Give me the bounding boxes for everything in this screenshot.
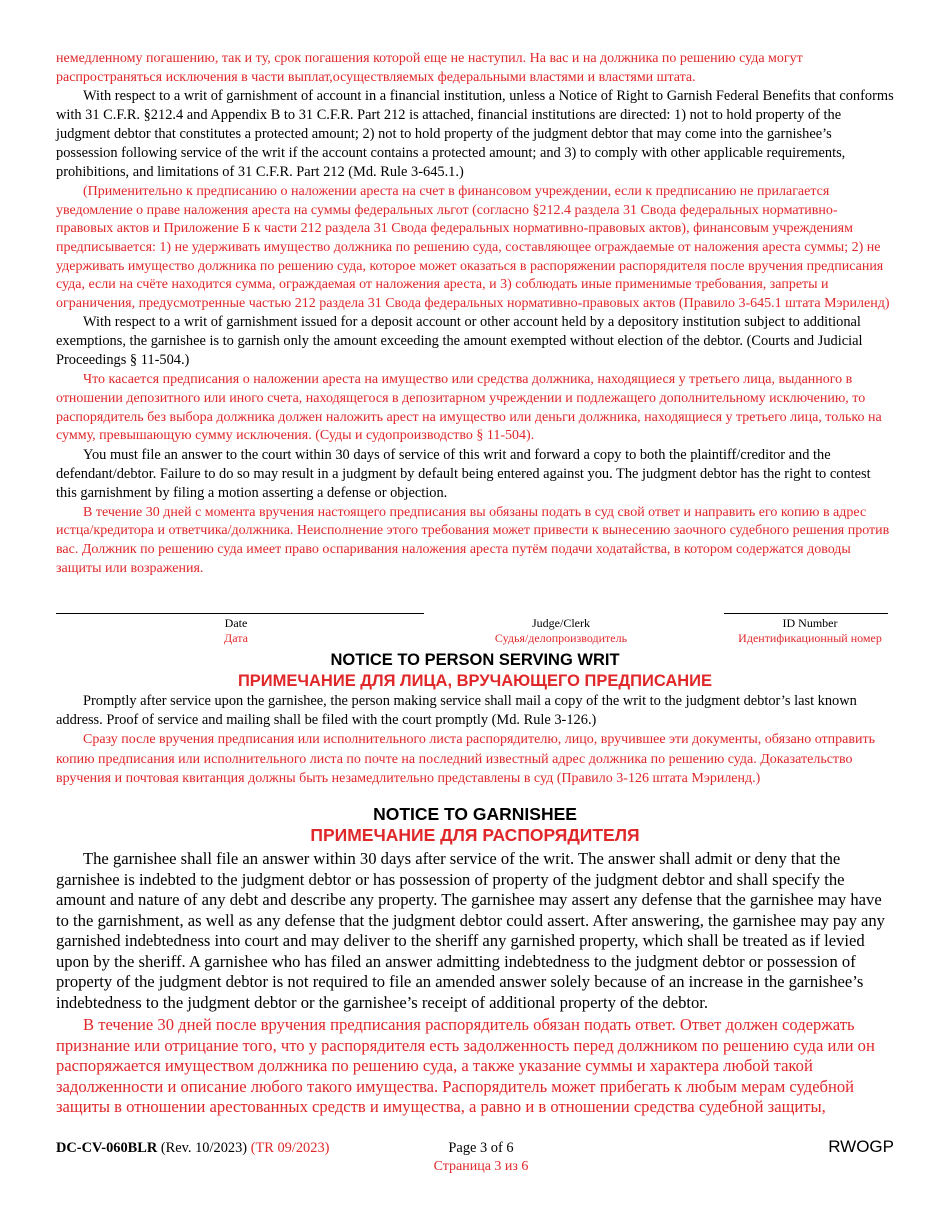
judge-clerk-label — [456, 616, 666, 646]
page-number — [426, 1140, 536, 1177]
id-label-ru: Идентификационный номер — [738, 631, 882, 645]
document-body — [56, 50, 894, 578]
paragraph-ru: (Применительно к предписанию о наложении ареста на счет в финансовом учреждении, если к предписанию не прилагается уведомление о праве наложения ареста на суммы федеральных льгот (согласно §212.4 раздела 31 Свода федеральных нормативно-правовых актов и Приложение Б к части 212 раздела 31 Свода федеральных нормативно-правовых актов), финансовым учреждениям предписывается: 1) не удерживать имущество должника по решению суда, составляющее ограждаемые от наложения ареста суммы; 2) не удерживать имущество должника по решению суда, которое может оказаться в распоряжении распорядителя после вручения предписания суда, если на счёте находится сумма, ограждаемая от наложения ареста, и 3) соблюдать иные применимые требования, запреты и ограничения, предусмотренные частью 212 раздела 31 Свода федеральных нормативно-правовых актов (Правило 3-645.1 штата Мэриленд) — [56, 184, 890, 311]
signature-block — [56, 613, 894, 653]
top-paragraphs — [56, 50, 894, 578]
judge-label-ru: Судья/делопроизводитель — [494, 631, 628, 645]
paragraph-en: With respect to a writ of garnishment of account in a financial institution, unless a Notice of Right to Garnish Federal Benefits that conforms with 31 C.F.R. §212.4 and Appendix B to 31 C.F.R. Part 212 is attached, financial institutions are directed: 1) not to hold property of the judgment debtor that constitutes a protected amount; 2) not to hold property of the judgment debtor that may come into the garnishee’s possession following service of the writ if the account contains a protected amount; and 3) to comply with other applicable requirements, prohibitions, and limitations of 31 C.F.R. Part 212 (Md. Rule 3-645.1.) — [56, 88, 894, 181]
form-code: RWOGP — [828, 1137, 894, 1156]
paragraph-ru: немедленному погашению, так и ту, срок погашения которой еще не наступил. На вас и на должника по решению суда могут распространяться исключения в части выплат,осуществляемых федеральными властями и властями штата. — [56, 51, 803, 85]
translation-revision: (TR 09/2023) — [250, 1140, 330, 1156]
notice-garnishee-text-en: The garnishee shall file an answer within 30 days after service of the writ. The answer shall admit or deny that the garnishee is indebted to the judgment debtor or has possession of property of the judgment debtor and shall specify the amount and nature of any debt and describe any property. The garnishee may assert any defense that the garnishee may have to the garnishment, as well as any defense that the judgment debtor could assert. After answering, the garnishee may pay any garnished indebtedness into court and may deliver to the sheriff any garnished property, which shall be treated as if levied upon by the sheriff. A garnishee who has filed an answer admitting indebtedness to the judgment debtor or possession of property of the judgment debtor is not required to file an amended answer solely because of an increase in the garnishee’s indebtedness to the judgment debtor or the garnishee’s receipt of additional property of the debtor. — [56, 849, 885, 1012]
paragraph-ru: Что касается предписания о наложении ареста на имущество или средства должника, находящиеся у третьего лица, выданного в отношении депозитного или иного счета, находящегося в депозитарном учреждении и подлежащего дополнительному исключению, то распорядитель без выбора должника должен наложить арест на имущество или деньги должника, находящиеся у третьего лица, только на сумму, превышающую сумму исключения. (Суды и судопроизводство § 11-504). — [56, 372, 882, 444]
form-revision: (Rev. 10/2023) — [160, 1140, 248, 1156]
paragraph-en: You must file an answer to the court within 30 days of service of this writ and forward a copy to both the plaintiff/creditor and the defendant/debtor. Failure to do so may result in a judgment by default being entered against you. The judgment debtor has the right to contest this garnishment by filing a motion asserting a defense or objection. — [56, 446, 871, 501]
notice-garnishee-title — [56, 804, 894, 846]
notice-serving-title-ru: ПРИМЕЧАНИЕ ДЛЯ ЛИЦА, ВРУЧАЮЩЕГО ПРЕДПИСАНИЕ — [237, 672, 713, 690]
notice-serving-title — [56, 650, 894, 692]
id-number-label — [726, 616, 894, 646]
paragraph-en: With respect to a writ of garnishment issued for a deposit account or other account held by a depository institution subject to additional exemptions, the garnishee is to garnish only the amount exceeding the amount exempted without election of the debtor. (Courts and Judicial Proceedings § 11-504.) — [56, 314, 863, 369]
judge-label-en: Judge/Clerk — [532, 616, 590, 630]
date-label-ru: Дата — [224, 631, 248, 645]
form-number: DC-CV-060BLR — [56, 1140, 158, 1156]
page-number-en: Page 3 of 6 — [448, 1140, 514, 1156]
notice-serving-title-en: NOTICE TO PERSON SERVING WRIT — [330, 651, 620, 669]
paragraph-ru: В течение 30 дней с момента вручения настоящего предписания вы обязаны подать в суд свой ответ и направить его копию в адрес истца/кредитора и ответчика/должника. Неисполнение этого требования может привести к вынесению заочного судебного решения против вас. Должник по решению суда имеет право оспаривания наложения ареста путём подачи ходатайства, в котором содержатся доводы защиты или возражения. — [56, 504, 890, 576]
notice-garnishee-title-en: NOTICE TO GARNISHEE — [373, 804, 577, 824]
page-number-ru: Страница 3 из 6 — [433, 1159, 529, 1174]
form-identifier — [56, 1140, 329, 1157]
page-footer — [56, 1137, 894, 1180]
notice-serving-section — [56, 650, 894, 789]
id-number-line — [724, 613, 888, 614]
notice-serving-text-ru: Сразу после вручения предписания или исполнительного листа распорядителю, лицо, вручившее эти документы, обязано отправить копию предписания или исполнительного листа по почте на последний известный адрес должника по решению суда. Доказательство вручения и почтовая квитанция должны быть незамедлительно представлены в суд (Правило 3-126 штата Мэриленд.) — [56, 732, 875, 786]
date-line — [56, 613, 424, 614]
id-label-en: ID Number — [782, 616, 838, 630]
date-label — [156, 616, 316, 646]
notice-garnishee-section — [56, 804, 894, 1118]
notice-serving-text-en: Promptly after service upon the garnishee, the person making service shall mail a copy of the writ to the judgment debtor’s last known address. Proof of service and mailing shall be filed with the court promptly (Md. Rule 3-126.) — [56, 693, 857, 728]
date-label-en: Date — [224, 616, 248, 630]
notice-garnishee-title-ru: ПРИМЕЧАНИЕ ДЛЯ РАСПОРЯДИТЕЛЯ — [310, 825, 640, 845]
notice-garnishee-text-ru: В течение 30 дней после вручения предписания распорядитель обязан подать ответ. Ответ должен содержать признание или отрицание того, что у распорядителя есть задолженность перед должником по решению суда или он распоряжается имуществом должника по решению суда, а также указание суммы и характера любой такой задолженности и описание любого такого имущества. Распорядитель может прибегать к любым мерам судебной защиты в отношении арестованных средств и имущества, а равно и в отношении средства судебной защиты, — [56, 1015, 875, 1116]
